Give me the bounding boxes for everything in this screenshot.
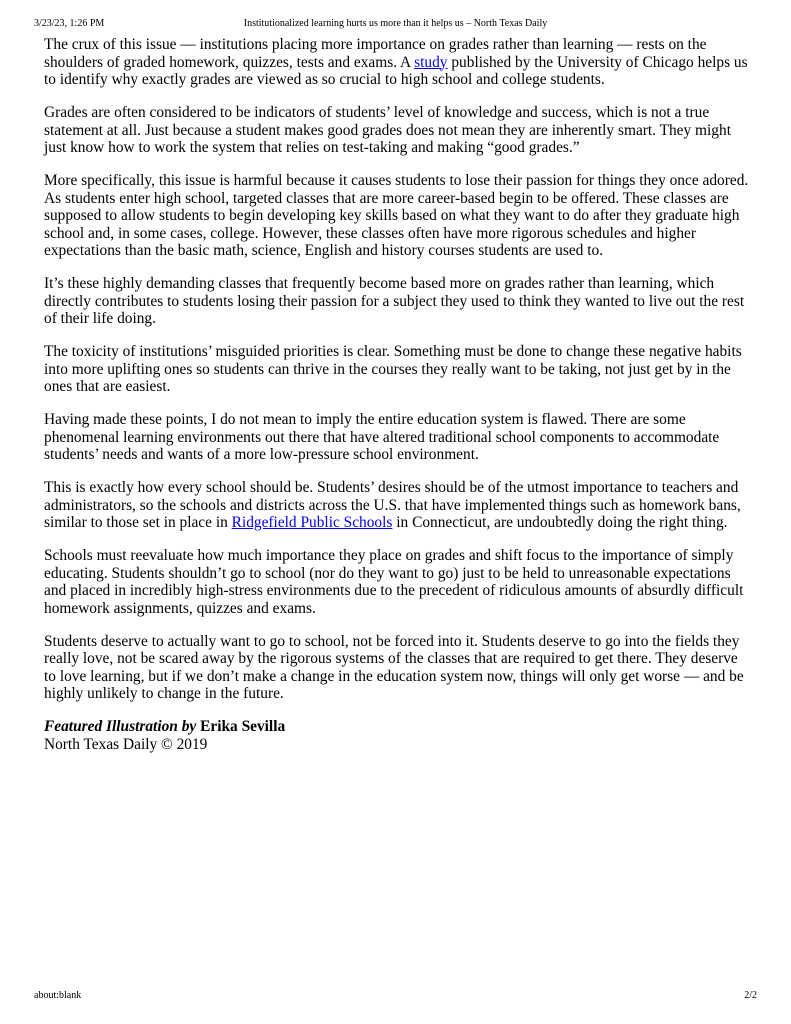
paragraph-1-text-after-link: published by the University of Chicago helps us to identify why exactly grades are viewed as so crucial to high school and college students. [44, 53, 748, 88]
credit-label: Featured Illustration by [44, 718, 197, 735]
paragraph-5: The toxicity of institutions’ misguided priorities is clear. Something must be done to change these negative habits into more uplifting ones so students can thrive in the courses they really want to be taking, not just get by in the ones that are easiest. [44, 343, 742, 395]
paragraph-9: Students deserve to actually want to go to school, not be forced into it. Students deserve to go into the fields they really love, not be scared away by the rigorous systems of the classes that are required to get there. They deserve to love learning, but if we don’t make a change in the education system now, things will only get worse — and be highly unlikely to change in the future. [44, 632, 744, 702]
paragraph-1-text-before-link: The crux of this issue — institutions placing more importance on grades rather than learning — rests on the shoulders of graded homework, quizzes, tests and exams. A [44, 36, 707, 71]
ridgefield-public-schools-link[interactable]: Ridgefield Public Schools [231, 514, 393, 531]
paragraph-6: Having made these points, I do not mean to imply the entire education system is flawed. There are some phenomenal learning environments out there that have altered traditional school components to accommodate students’ needs and wants of a more low-pressure school environment. [44, 411, 720, 463]
paragraph-3: More specifically, this issue is harmful because it causes students to lose their passion for things they once adored. As students enter high school, targeted classes that are more career-based begin to be offered. These classes are supposed to allow students to begin developing key skills based on what they want to do after they graduate high school and, in some cases, college. However, these classes often have more rigorous schedules and higher expectations than the basic math, science, English and history courses students are used to. [44, 172, 749, 259]
credit-artist: Erika Sevilla [200, 718, 286, 735]
article-body [44, 36, 750, 753]
print-footer [34, 990, 757, 1004]
copyright-notice: North Texas Daily © 2019 [44, 735, 208, 753]
print-header [34, 18, 757, 32]
paragraph-8: Schools must reevaluate how much importance they place on grades and shift focus to the importance of simply educating. Students shouldn’t go to school (nor do they want to go) just to be held to unreasonable expectations and placed in incredibly high-stress environments due to the precedent of ridiculous amounts of absurdly difficult homework assignments, quizzes and exams. [44, 547, 744, 617]
paragraph-7-text-before-link: This is exactly how every school should be. Students’ desires should be of the utmost importance to teachers and administrators, so the schools and districts across the U.S. that have implemented things such as homework bans, similar to those set in place in [44, 479, 741, 531]
paragraph-2: Grades are often considered to be indicators of students’ level of knowledge and success, which is not a true statement at all. Just because a student makes good grades does not mean they are inherently smart. They might just know how to work the system that relies on test-taking and making “good grades.” [44, 104, 731, 156]
illustration-credit [44, 718, 750, 736]
print-url: about:blank [34, 990, 82, 1001]
study-link[interactable]: study [414, 53, 448, 71]
paragraph-1 [44, 36, 750, 89]
print-page-number: 2/2 [744, 990, 757, 1001]
paragraph-7 [44, 479, 750, 532]
paragraph-7-text-after-link: in Connecticut, are undoubtedly doing the right thing. [392, 514, 728, 531]
paragraph-4: It’s these highly demanding classes that frequently become based more on grades rather than learning, which directly contributes to students losing their passion for a subject they used to think they wanted to live out the rest of their life doing. [44, 275, 745, 327]
print-page-title: Institutionalized learning hurts us more than it helps us – North Texas Daily [243, 18, 548, 29]
print-datetime: 3/23/23, 1:26 PM [34, 18, 105, 29]
